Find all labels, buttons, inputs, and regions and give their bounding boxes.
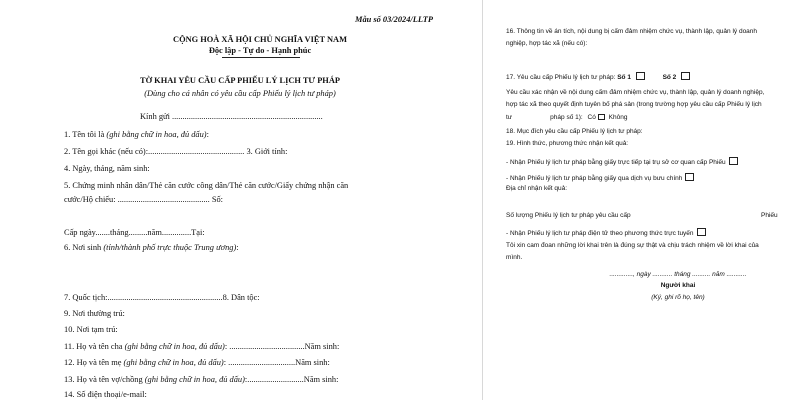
field-permanent-residence[interactable]: 9. Nơi thường trú: <box>64 309 125 318</box>
form-number: Mẫu số 03/2024/LLTP <box>355 15 434 24</box>
field-delivery-address[interactable]: Địa chỉ nhận kết quả: <box>506 185 568 192</box>
so1-checkbox[interactable] <box>636 72 645 80</box>
yes-checkbox[interactable] <box>598 114 605 120</box>
field-issue-date-place[interactable]: Cấp ngày.......tháng.........năm..............Tại: <box>64 228 205 237</box>
field-id-number[interactable]: cước/Hộ chiếu: ............................................ Số: <box>64 195 224 204</box>
kinh-gui[interactable]: Kính gửi ........................................................................ <box>140 112 323 121</box>
field-other-name-gender[interactable]: 2. Tên gọi khác (nếu có):.............................................. 3. Giới tính: <box>64 147 288 156</box>
field-father-name[interactable]: 11. Họ và tên cha (ghi bằng chữ in hoa, đủ dấu): ....................................Năm sinh: <box>64 342 340 351</box>
direct-pickup-checkbox[interactable] <box>729 157 738 165</box>
field-delivery-method: 19. Hình thức, phương thức nhận kết quả: <box>506 140 629 147</box>
field-purpose[interactable]: 18. Mục đích yêu cầu cấp Phiếu lý lịch tư pháp: <box>506 128 643 135</box>
option-online: - Nhận Phiếu lý lịch tư pháp điện tử theo phương thức trực tuyến <box>506 228 706 238</box>
field-quantity[interactable]: Số lượng Phiếu lý lịch tư pháp yêu cầu cấp <box>506 212 631 219</box>
option-postal: - Nhận Phiếu lý lịch tư pháp bằng giấy qua dịch vụ bưu chính <box>506 173 694 183</box>
commitment-text-cont: mình. <box>506 254 523 261</box>
commitment-text: Tôi xin cam đoan những lời khai trên là đúng sự thật và chịu trách nhiệm về lời khai của <box>506 242 759 249</box>
field-id-document[interactable]: 5. Chứng minh nhân dân/Thẻ căn cước công dân/Thẻ căn cước/Giấy chứng nhận căn <box>64 181 349 190</box>
field-temporary-residence[interactable]: 10. Nơi tạm trú: <box>64 325 118 334</box>
field-criminal-record-info[interactable]: 16. Thông tin về án tích, nội dung bị cấm đảm nhiệm chức vụ, thành lập, quản lý doanh <box>506 28 758 35</box>
quantity-unit: Phiếu <box>761 212 778 219</box>
form-title: TỜ KHAI YÊU CẦU CẤP PHIẾU LÝ LỊCH TƯ PHÁP <box>139 76 340 85</box>
field-nationality-ethnicity[interactable]: 7. Quốc tịch:.......................................................8. Dân tộc: <box>64 293 260 302</box>
field-criminal-record-info-cont: nghiệp, hợp tác xã (nếu có): <box>506 40 588 47</box>
bankruptcy-text-1: Yêu cầu xác nhận về nội dung cấm đảm nhiệm chức vụ, thành lập, quản lý doanh nghiệp, <box>506 89 765 96</box>
online-checkbox[interactable] <box>697 228 706 236</box>
motto: Độc lập - Tự do - Hạnh phúc <box>208 46 312 55</box>
field-birthplace[interactable]: 6. Nơi sinh (tỉnh/thành phố trực thuộc Trung ương): <box>64 243 239 252</box>
country-header: CỘNG HOÀ XÃ HỘI CHỦ NGHĨA VIỆT NAM <box>173 35 347 44</box>
bankruptcy-text-2: hợp tác xã theo quyết định tuyên bố phá sản (trong trường hợp yêu cầu cấp Phiếu lý lịch <box>506 101 762 108</box>
bankruptcy-yes-no: tư pháp số 1): Có Không <box>506 114 628 121</box>
field-spouse-name[interactable]: 13. Họ và tên vợ/chồng (ghi bằng chữ in hoa, đủ dấu):...........................Năm sinh: <box>64 375 339 384</box>
so2-checkbox[interactable] <box>681 72 690 80</box>
signing-date[interactable]: ............., ngày ........... tháng .......... năm ........... <box>609 271 747 278</box>
field-record-type: 17. Yêu cầu cấp Phiếu lý lịch tư pháp: Số 1 Số 2 <box>506 72 690 82</box>
form-subtitle: (Dùng cho cá nhân có yêu cầu cấp Phiếu lý lịch tư pháp) <box>144 89 336 98</box>
option-direct-pickup: - Nhận Phiếu lý lịch tư pháp bằng giấy trực tiếp tại trụ sở cơ quan cấp Phiếu <box>506 157 738 167</box>
signature-hint: (Ký, ghi rõ họ, tên) <box>651 294 705 301</box>
postal-checkbox[interactable] <box>685 173 694 181</box>
field-phone-email[interactable]: 14. Số điện thoại/e-mail: <box>64 390 147 399</box>
field-full-name[interactable]: 1. Tên tôi là (ghi bằng chữ in hoa, đủ dấu): <box>64 130 209 139</box>
field-mother-name[interactable]: 12. Họ và tên mẹ (ghi bằng chữ in hoa, đủ dấu): ................................Năm sinh: <box>64 358 330 367</box>
signer-title: Người khai <box>660 282 696 289</box>
field-birth-date[interactable]: 4. Ngày, tháng, năm sinh: <box>64 164 150 173</box>
